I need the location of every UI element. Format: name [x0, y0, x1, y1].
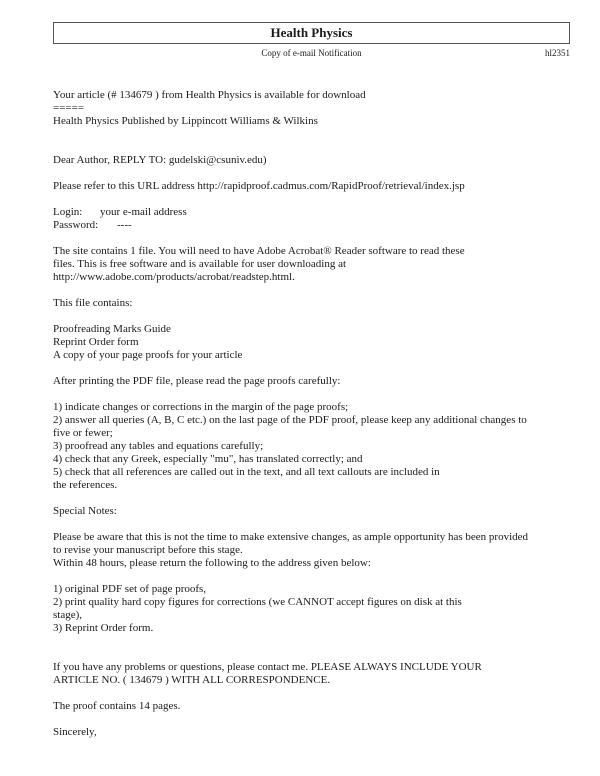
step-line: 5) check that all references are called out in the text, and all text callouts are included in: [53, 466, 440, 478]
password-label: Password:: [53, 219, 99, 231]
document-code: hl2351: [544, 48, 570, 58]
step-line: 4) check that any Greek, especially "mu", has translated correctly; and: [53, 453, 363, 465]
step-line: five or fewer;: [53, 427, 113, 439]
site-line: files. This is free software and is available for user downloading at: [53, 258, 347, 270]
proof-pages-line: The proof contains 14 pages.: [53, 700, 181, 712]
password-row: [53, 219, 578, 232]
file-item: Reprint Order form: [53, 336, 139, 348]
document-subtitle: Copy of e-mail Notification: [261, 48, 362, 58]
site-line: http://www.adobe.com/products/acrobat/readstep.html.: [53, 271, 295, 283]
contact-line: ARTICLE NO. ( 134679 ) WITH ALL CORRESPONDENCE.: [53, 674, 331, 686]
return-item: 2) print quality hard copy figures for corrections (we CANNOT accept figures on disk at this: [53, 596, 462, 608]
notes-line: Please be aware that this is not the time to make extensive changes, as ample opportunity has been provided: [53, 531, 529, 543]
publisher-line: Health Physics Published by Lippincott Williams & Wilkins: [53, 115, 318, 127]
step-line: 3) proofread any tables and equations carefully;: [53, 440, 264, 452]
password-value: ----: [117, 219, 132, 231]
login-label: Login:: [53, 206, 83, 218]
step-line: 2) answer all queries (A, B, C etc.) on the last page of the PDF proof, please keep any additional changes to: [53, 414, 527, 426]
email-body: [53, 89, 578, 739]
step-line: 1) indicate changes or corrections in the margin of the page proofs;: [53, 401, 349, 413]
return-item: stage),: [53, 609, 83, 621]
separator-line: =====: [53, 102, 85, 114]
login-value: your e-mail address: [100, 206, 187, 218]
document-title: Health Physics: [53, 22, 570, 44]
special-notes-heading: Special Notes:: [53, 505, 117, 517]
return-item: 1) original PDF set of page proofs,: [53, 583, 207, 595]
login-row: [53, 206, 578, 219]
notes-line: to revise your manuscript before this stage.: [53, 544, 243, 556]
notes-line: Within 48 hours, please return the following to the address given below:: [53, 557, 371, 569]
site-line: The site contains 1 file. You will need to have Adobe Acrobat® Reader software to read these: [53, 245, 465, 257]
intro-line: Your article (# 134679 ) from Health Physics is available for download: [53, 89, 366, 101]
greeting-line: Dear Author, REPLY TO: gudelski@csuniv.edu): [53, 154, 267, 166]
step-line: the references.: [53, 479, 118, 491]
closing-line: Sincerely,: [53, 726, 97, 738]
url-line: Please refer to this URL address http://rapidproof.cadmus.com/RapidProof/retrieval/index.jsp: [53, 180, 465, 192]
file-item: Proofreading Marks Guide: [53, 323, 171, 335]
file-contains-heading: This file contains:: [53, 297, 133, 309]
return-item: 3) Reprint Order form.: [53, 622, 154, 634]
file-item: A copy of your page proofs for your article: [53, 349, 243, 361]
contact-line: If you have any problems or questions, please contact me. PLEASE ALWAYS INCLUDE YOUR: [53, 661, 482, 673]
after-printing-line: After printing the PDF file, please read the page proofs carefully:: [53, 375, 341, 387]
